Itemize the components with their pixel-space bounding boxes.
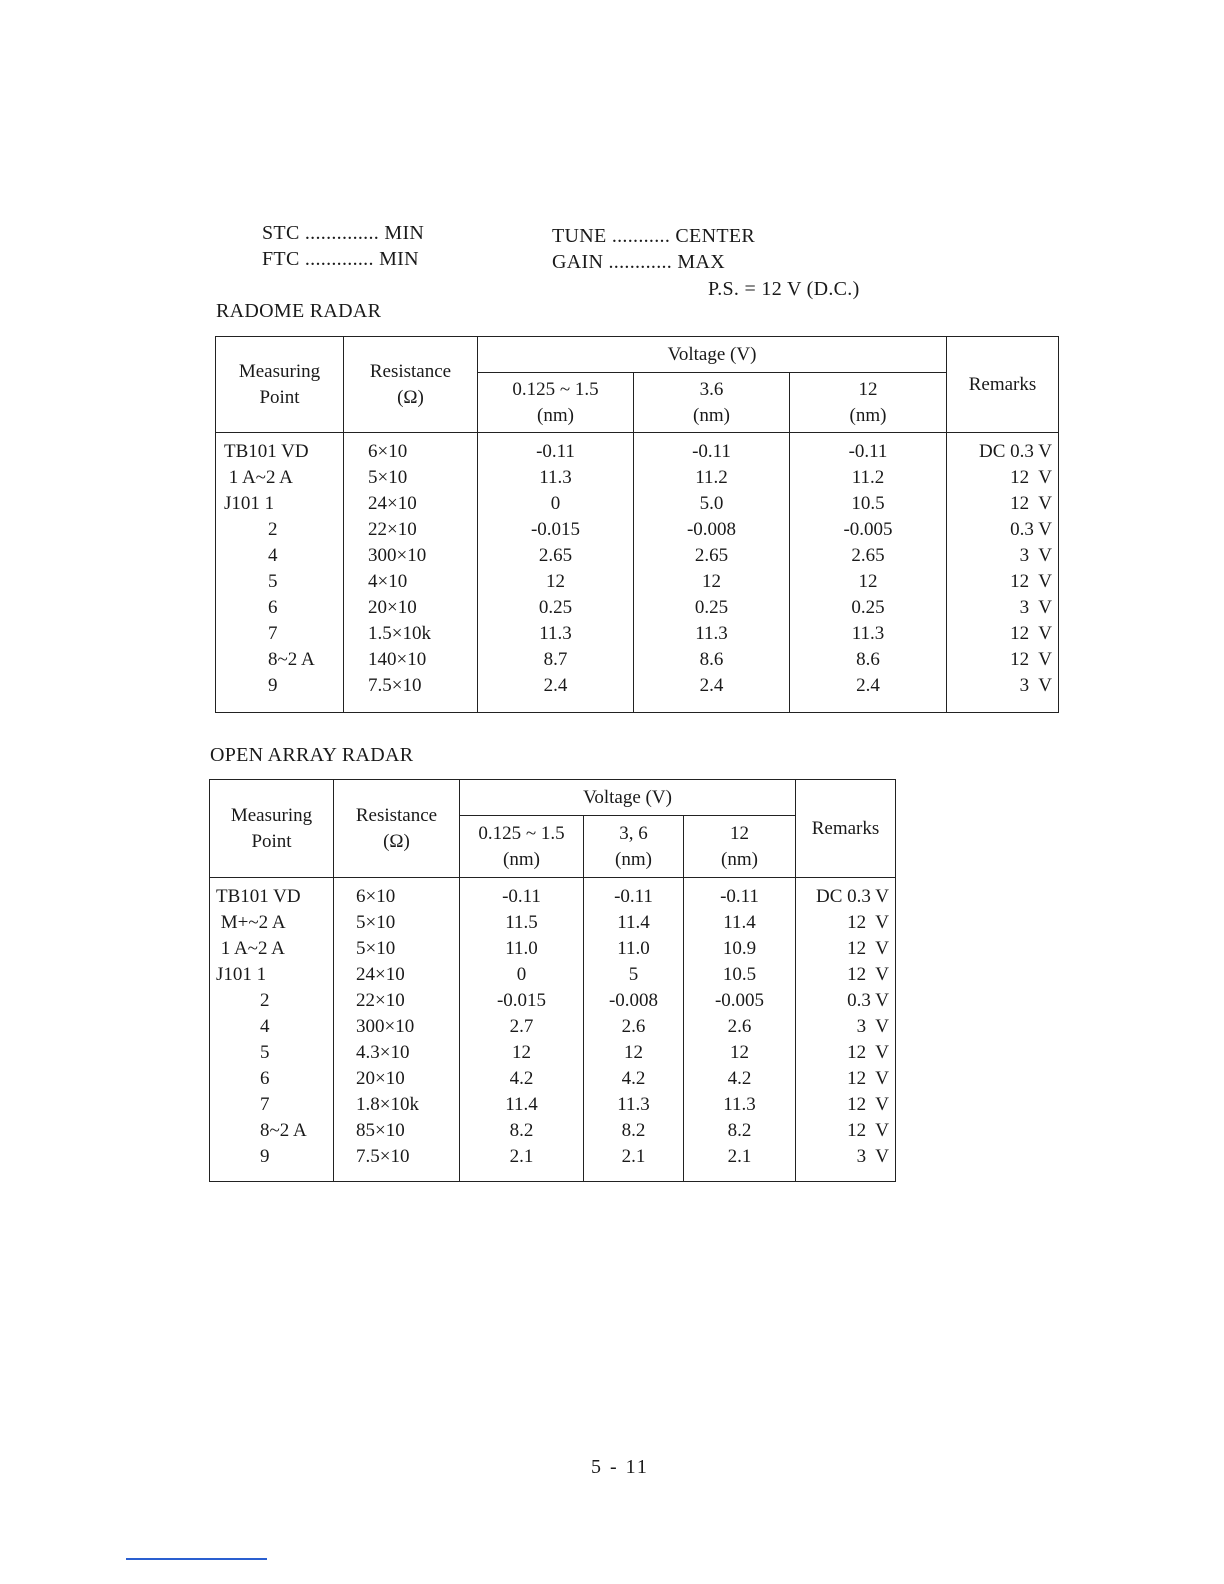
footer-rule <box>126 1558 267 1560</box>
radome-table <box>215 336 1059 713</box>
table-cell: 8~2 A <box>260 1120 307 1141</box>
table-cell: 12 V <box>847 1120 890 1141</box>
table-cell: 2.7 <box>509 1016 534 1037</box>
table-cell: 4.2 <box>621 1068 646 1089</box>
table-cell: 12 V <box>1010 493 1053 514</box>
table-cell: 12 <box>624 1042 643 1063</box>
header-measuring-point: Measuring Point <box>210 780 334 878</box>
table-cell: 10.5 <box>722 964 757 985</box>
table-cell: DC 0.3 V <box>815 886 890 907</box>
table-cell: 3 V <box>1019 545 1053 566</box>
table-cell: 12 V <box>847 964 890 985</box>
table-cell: 7.5×10 <box>356 1146 410 1167</box>
table-cell: J101 1 <box>224 493 275 514</box>
table-cell: 12 V <box>1010 649 1053 670</box>
table-cell: 12 V <box>847 912 890 933</box>
table-cell: 12 <box>858 571 878 592</box>
table-cell: 300×10 <box>368 545 427 566</box>
table-cell: 2.1 <box>509 1146 534 1167</box>
table-cell: 8.6 <box>856 649 880 670</box>
table-cell: 3 V <box>1019 675 1053 696</box>
table-cell: 12 <box>730 1042 749 1063</box>
open-array-title: OPEN ARRAY RADAR <box>210 744 414 766</box>
table-cell: 2.6 <box>621 1016 646 1037</box>
header-voltage: Voltage (V) <box>460 780 796 816</box>
radome-point-column <box>216 433 344 713</box>
header-range-3: 12 (nm) <box>684 816 796 878</box>
table-cell: 2.65 <box>538 545 573 566</box>
table-cell: DC 0.3 V <box>978 441 1053 462</box>
table-cell: TB101 VD <box>224 441 309 462</box>
header-range-3: 12 (nm) <box>790 373 947 433</box>
page-number: 5 - 11 <box>591 1456 649 1478</box>
table-cell: 0.25 <box>851 597 885 618</box>
table-cell: 10.9 <box>722 938 757 959</box>
table-cell: -0.11 <box>848 441 888 462</box>
table-cell: 11.0 <box>505 938 538 959</box>
table-cell: 1 A~2 A <box>216 938 285 959</box>
table-cell: -0.11 <box>720 886 759 907</box>
table-cell: 3 V <box>1019 597 1053 618</box>
header-range-2: 3.6 (nm) <box>634 373 790 433</box>
table-cell: 0.3 V <box>847 990 890 1011</box>
table-cell: 2.4 <box>699 675 724 696</box>
table-cell: 12 V <box>1010 623 1053 644</box>
table-cell: 4 <box>260 1016 270 1037</box>
table-cell: 7 <box>268 623 278 644</box>
open-array-remarks-column <box>796 878 896 1182</box>
table-cell: 0.25 <box>694 597 729 618</box>
table-cell: -0.015 <box>530 519 581 540</box>
setting-stc: STC .............. MIN <box>262 222 425 244</box>
table-cell: 5×10 <box>368 467 408 488</box>
table-cell: 8.2 <box>727 1120 752 1141</box>
table-cell: 11.4 <box>723 912 756 933</box>
table-cell: 7 <box>260 1094 270 1115</box>
header-resistance: Resistance (Ω) <box>334 780 460 878</box>
table-cell: 11.3 <box>539 623 572 644</box>
table-cell: 4.3×10 <box>356 1042 410 1063</box>
table-cell: 0 <box>516 964 527 985</box>
table-cell: 2.65 <box>694 545 729 566</box>
table-cell: 1.8×10k <box>356 1094 419 1115</box>
setting-power-supply: P.S. = 12 V (D.C.) <box>708 278 860 300</box>
header-voltage: Voltage (V) <box>478 337 947 373</box>
table-cell: 8~2 A <box>268 649 315 670</box>
table-cell: 5×10 <box>356 912 396 933</box>
table-cell: -0.11 <box>502 886 541 907</box>
radome-voltage-1-column <box>478 433 634 713</box>
table-cell: 4.2 <box>509 1068 534 1089</box>
table-cell: 24×10 <box>368 493 417 514</box>
table-cell: 0.25 <box>538 597 573 618</box>
table-cell: 2 <box>260 990 270 1011</box>
table-cell: 5 <box>260 1042 270 1063</box>
radome-title: RADOME RADAR <box>216 300 382 322</box>
table-cell: 11.5 <box>505 912 538 933</box>
table-cell: 7.5×10 <box>368 675 422 696</box>
table-cell: 20×10 <box>356 1068 405 1089</box>
table-cell: 11.4 <box>505 1094 538 1115</box>
table-cell: 2 <box>268 519 278 540</box>
table-cell: 6 <box>260 1068 270 1089</box>
table-cell: 6×10 <box>368 441 408 462</box>
table-cell: 12 V <box>847 1094 890 1115</box>
table-cell: -0.015 <box>496 990 547 1011</box>
table-cell: 3 V <box>856 1016 890 1037</box>
table-cell: 9 <box>260 1146 270 1167</box>
header-range-1: 0.125 ~ 1.5 (nm) <box>478 373 634 433</box>
table-cell: 20×10 <box>368 597 417 618</box>
table-cell: 11.3 <box>539 467 572 488</box>
table-cell: 12 V <box>847 938 890 959</box>
open-array-point-column <box>210 878 334 1182</box>
table-cell: -0.11 <box>614 886 653 907</box>
table-cell: 2.4 <box>856 675 880 696</box>
table-cell: 12 V <box>847 1042 890 1063</box>
table-cell: 4 <box>268 545 278 566</box>
table-cell: J101 1 <box>216 964 267 985</box>
table-cell: 2.65 <box>851 545 885 566</box>
radome-voltage-3-column <box>790 433 947 713</box>
table-cell: 11.3 <box>851 623 885 644</box>
table-cell: 140×10 <box>368 649 427 670</box>
table-cell: 9 <box>268 675 278 696</box>
table-cell: 8.6 <box>699 649 724 670</box>
table-cell: 0 <box>550 493 561 514</box>
table-cell: 11.2 <box>851 467 885 488</box>
table-cell: 22×10 <box>356 990 405 1011</box>
header-remarks: Remarks <box>796 780 896 878</box>
table-cell: 11.2 <box>695 467 728 488</box>
table-cell: 12 V <box>1010 571 1053 592</box>
setting-gain: GAIN ............ MAX <box>552 251 725 273</box>
table-cell: -0.008 <box>608 990 659 1011</box>
open-array-voltage-1-column <box>460 878 584 1182</box>
table-cell: 5 <box>628 964 639 985</box>
table-cell: 2.4 <box>543 675 568 696</box>
table-cell: -0.11 <box>536 441 575 462</box>
open-array-resistance-column <box>334 878 460 1182</box>
table-cell: 10.5 <box>851 493 885 514</box>
setting-ftc: FTC ............. MIN <box>262 248 419 270</box>
header-resistance: Resistance (Ω) <box>344 337 478 433</box>
table-cell: 24×10 <box>356 964 405 985</box>
header-remarks: Remarks <box>947 337 1059 433</box>
table-cell: -0.11 <box>692 441 731 462</box>
open-array-voltage-2-column <box>584 878 684 1182</box>
table-cell: 1 A~2 A <box>224 467 293 488</box>
table-cell: 6 <box>268 597 278 618</box>
table-cell: 5.0 <box>699 493 724 514</box>
radome-voltage-2-column <box>634 433 790 713</box>
table-cell: 5 <box>268 571 278 592</box>
radome-remarks-column <box>947 433 1059 713</box>
table-cell: 2.6 <box>727 1016 752 1037</box>
table-cell: 12 <box>546 571 565 592</box>
radome-resistance-column <box>344 433 478 713</box>
table-cell: 22×10 <box>368 519 417 540</box>
table-cell: 2.1 <box>727 1146 752 1167</box>
table-cell: 85×10 <box>356 1120 405 1141</box>
table-cell: 11.3 <box>617 1094 650 1115</box>
table-cell: 0.3 V <box>1010 519 1053 540</box>
table-cell: 12 V <box>847 1068 890 1089</box>
table-cell: 8.7 <box>543 649 568 670</box>
header-range-1: 0.125 ~ 1.5 (nm) <box>460 816 584 878</box>
table-cell: 6×10 <box>356 886 396 907</box>
table-cell: 11.3 <box>695 623 728 644</box>
table-cell: 1.5×10k <box>368 623 431 644</box>
setting-tune: TUNE ........... CENTER <box>552 225 755 247</box>
table-cell: 12 <box>702 571 721 592</box>
table-cell: 12 V <box>1010 467 1053 488</box>
table-cell: 4.2 <box>727 1068 752 1089</box>
table-cell: 11.0 <box>617 938 650 959</box>
table-cell: 4×10 <box>368 571 408 592</box>
table-cell: 8.2 <box>621 1120 646 1141</box>
table-cell: 5×10 <box>356 938 396 959</box>
table-cell: 11.3 <box>723 1094 756 1115</box>
table-cell: -0.005 <box>714 990 765 1011</box>
table-cell: 300×10 <box>356 1016 415 1037</box>
table-cell: 3 V <box>856 1146 890 1167</box>
table-cell: 12 <box>512 1042 531 1063</box>
header-range-2: 3, 6 (nm) <box>584 816 684 878</box>
table-cell: -0.005 <box>843 519 893 540</box>
open-array-voltage-3-column <box>684 878 796 1182</box>
table-cell: 8.2 <box>509 1120 534 1141</box>
open-array-table <box>209 779 896 1182</box>
table-cell: TB101 VD <box>216 886 301 907</box>
table-cell: -0.008 <box>686 519 737 540</box>
header-measuring-point: Measuring Point <box>216 337 344 433</box>
table-cell: 11.4 <box>617 912 650 933</box>
table-cell: M+~2 A <box>216 912 286 933</box>
table-cell: 2.1 <box>621 1146 646 1167</box>
